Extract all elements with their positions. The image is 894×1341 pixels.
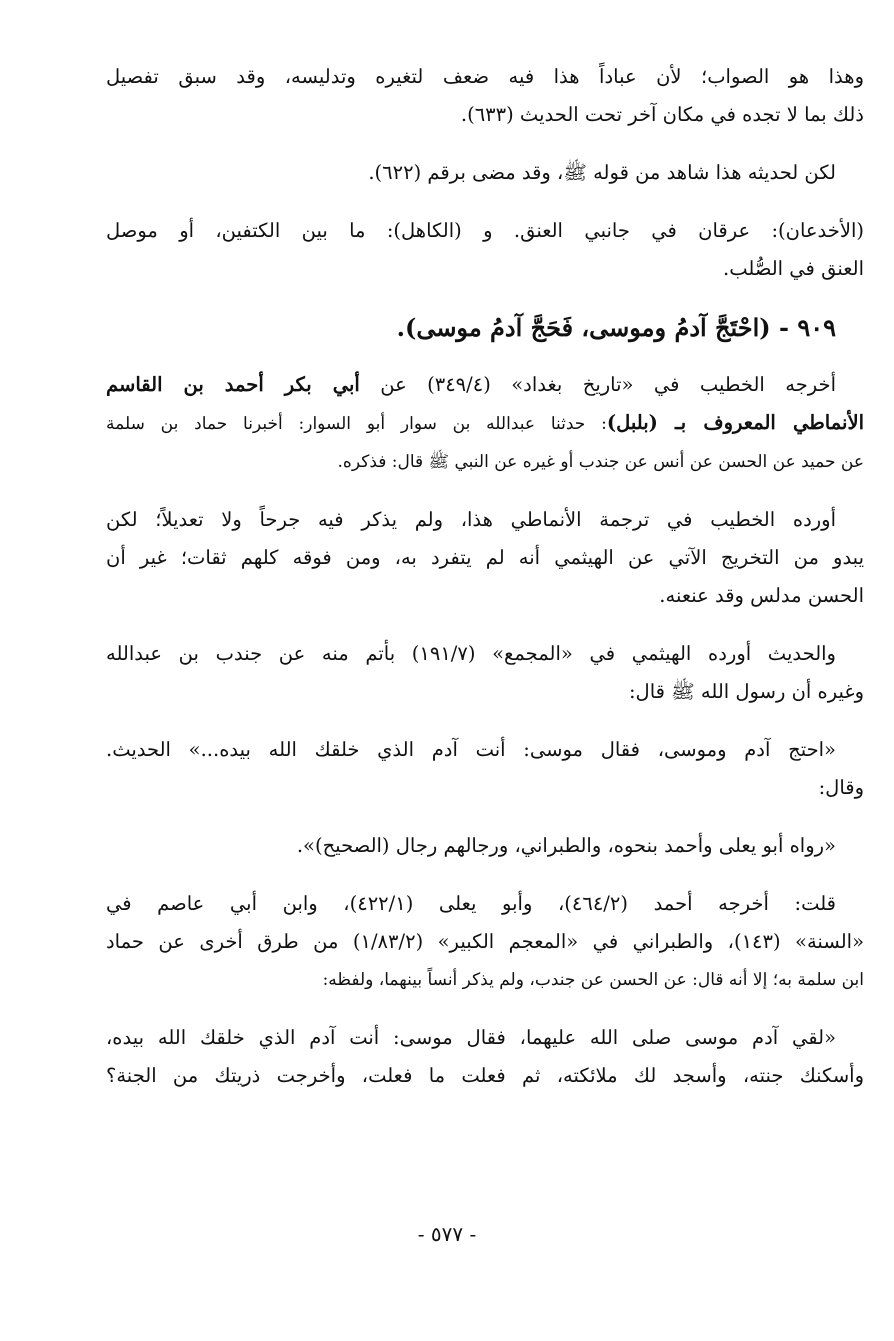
narrator-name-bold: أبي بكر أحمد بن القاسم — [106, 373, 360, 396]
paragraph-6-line-2: وغيره أن رسول الله ﷺ قال: — [628, 680, 864, 703]
narrator-nickname-bold: الأنماطي المعروف بـ (بلبل) — [606, 411, 864, 434]
paragraph-3 — [106, 212, 864, 288]
paragraph-1-line-2: ذلك بما لا تجده في مكان آخر تحت الحديث (٦٣٣). — [460, 103, 864, 126]
paragraph-10-line-2: وأسكنك جنته، وأسجد لك ملائكته، ثم فعلت ما فعلت، وأخرجت ذريتك من الجنة؟ — [106, 1064, 864, 1087]
paragraph-5-line-2: يبدو من التخريج الآتي عن الهيثمي أنه لم يتفرد به، ومن فوقه كلهم ثقات؛ غير أن — [106, 546, 864, 569]
paragraph-1-line-1: وهذا هو الصواب؛ لأن عباداً هذا فيه ضعف لتغيره وتدليسه، وقد سبق تفصيل — [106, 65, 864, 88]
paragraph-6 — [106, 635, 864, 711]
paragraph-8 — [106, 827, 864, 865]
paragraph-7-line-1: «احتج آدم وموسى، فقال موسى: أنت آدم الذي خلقك الله بيده...» الحديث. — [106, 738, 836, 761]
paragraph-9-line-1: قلت: أخرجه أحمد (٤٦٤/٢)، وأبو يعلى (٤٢٢/١)، وابن أبي عاصم في — [106, 892, 836, 915]
book-page-body — [106, 58, 864, 1095]
paragraph-5 — [106, 501, 864, 615]
paragraph-4-line-2-text: : حدثنا عبدالله بن سوار أبو السوار: أخبرنا حماد بن سلمة — [106, 414, 607, 434]
paragraph-7-line-2: وقال: — [818, 776, 864, 799]
paragraph-9 — [106, 885, 864, 999]
paragraph-9-line-2: «السنة» (١٤٣)، والطبراني في «المعجم الكبير» (١/٨٣/٢) من طرق أخرى عن حماد — [106, 930, 865, 953]
paragraph-3-line-2: العنق في الصُّلب. — [723, 257, 864, 280]
paragraph-4-line-2 — [106, 404, 864, 443]
paragraph-6-line-1: والحديث أورده الهيثمي في «المجمع» (١٩١/٧) بأتم منه عن جندب بن عبدالله — [106, 642, 836, 665]
paragraph-9-line-3: ابن سلمة به؛ إلا أنه قال: عن الحسن عن جندب، ولم يذكر أنساً بينهما، ولفظه: — [322, 970, 864, 990]
paragraph-1 — [106, 58, 864, 134]
paragraph-10-line-1: «لقي آدم موسى صلى الله عليهما، فقال موسى: أنت آدم الذي خلقك الله بيده، — [106, 1026, 836, 1049]
hadith-heading: ٩٠٩ - (احْتَجَّ آدمُ وموسى، فَحَجَّ آدمُ موسى). — [396, 313, 836, 342]
paragraph-8-line-1: «رواه أبو يعلى وأحمد بنحوه، والطبراني، ورجالهم رجال (الصحيح)». — [296, 834, 836, 857]
paragraph-5-line-3: الحسن مدلس وقد عنعنه. — [659, 584, 864, 607]
paragraph-4 — [106, 366, 864, 481]
page-number: - ٥٧٧ - — [417, 1222, 477, 1246]
paragraph-4-line-3: عن حميد عن الحسن عن أنس عن جندب أو غيره عن النبي ﷺ قال: فذكره. — [337, 452, 864, 472]
paragraph-2-line-1: لكن لحديثه هذا شاهد من قوله ﷺ، وقد مضى برقم (٦٢٢). — [368, 161, 836, 184]
paragraph-3-line-1: (الأخدعان): عرقان في جانبي العنق. و (الكاهل): ما بين الكتفين، أو موصل — [106, 219, 864, 242]
paragraph-5-line-1: أورده الخطيب في ترجمة الأنماطي هذا، ولم يذكر فيه جرحاً ولا تعديلاً؛ لكن — [106, 508, 836, 531]
paragraph-4-line-1 — [106, 366, 864, 404]
paragraph-2 — [106, 154, 864, 192]
paragraph-10 — [106, 1019, 864, 1095]
paragraph-7 — [106, 731, 864, 807]
paragraph-4-line-1-text: أخرجه الخطيب في «تاريخ بغداد» (٣٤٩/٤) عن — [359, 373, 836, 396]
